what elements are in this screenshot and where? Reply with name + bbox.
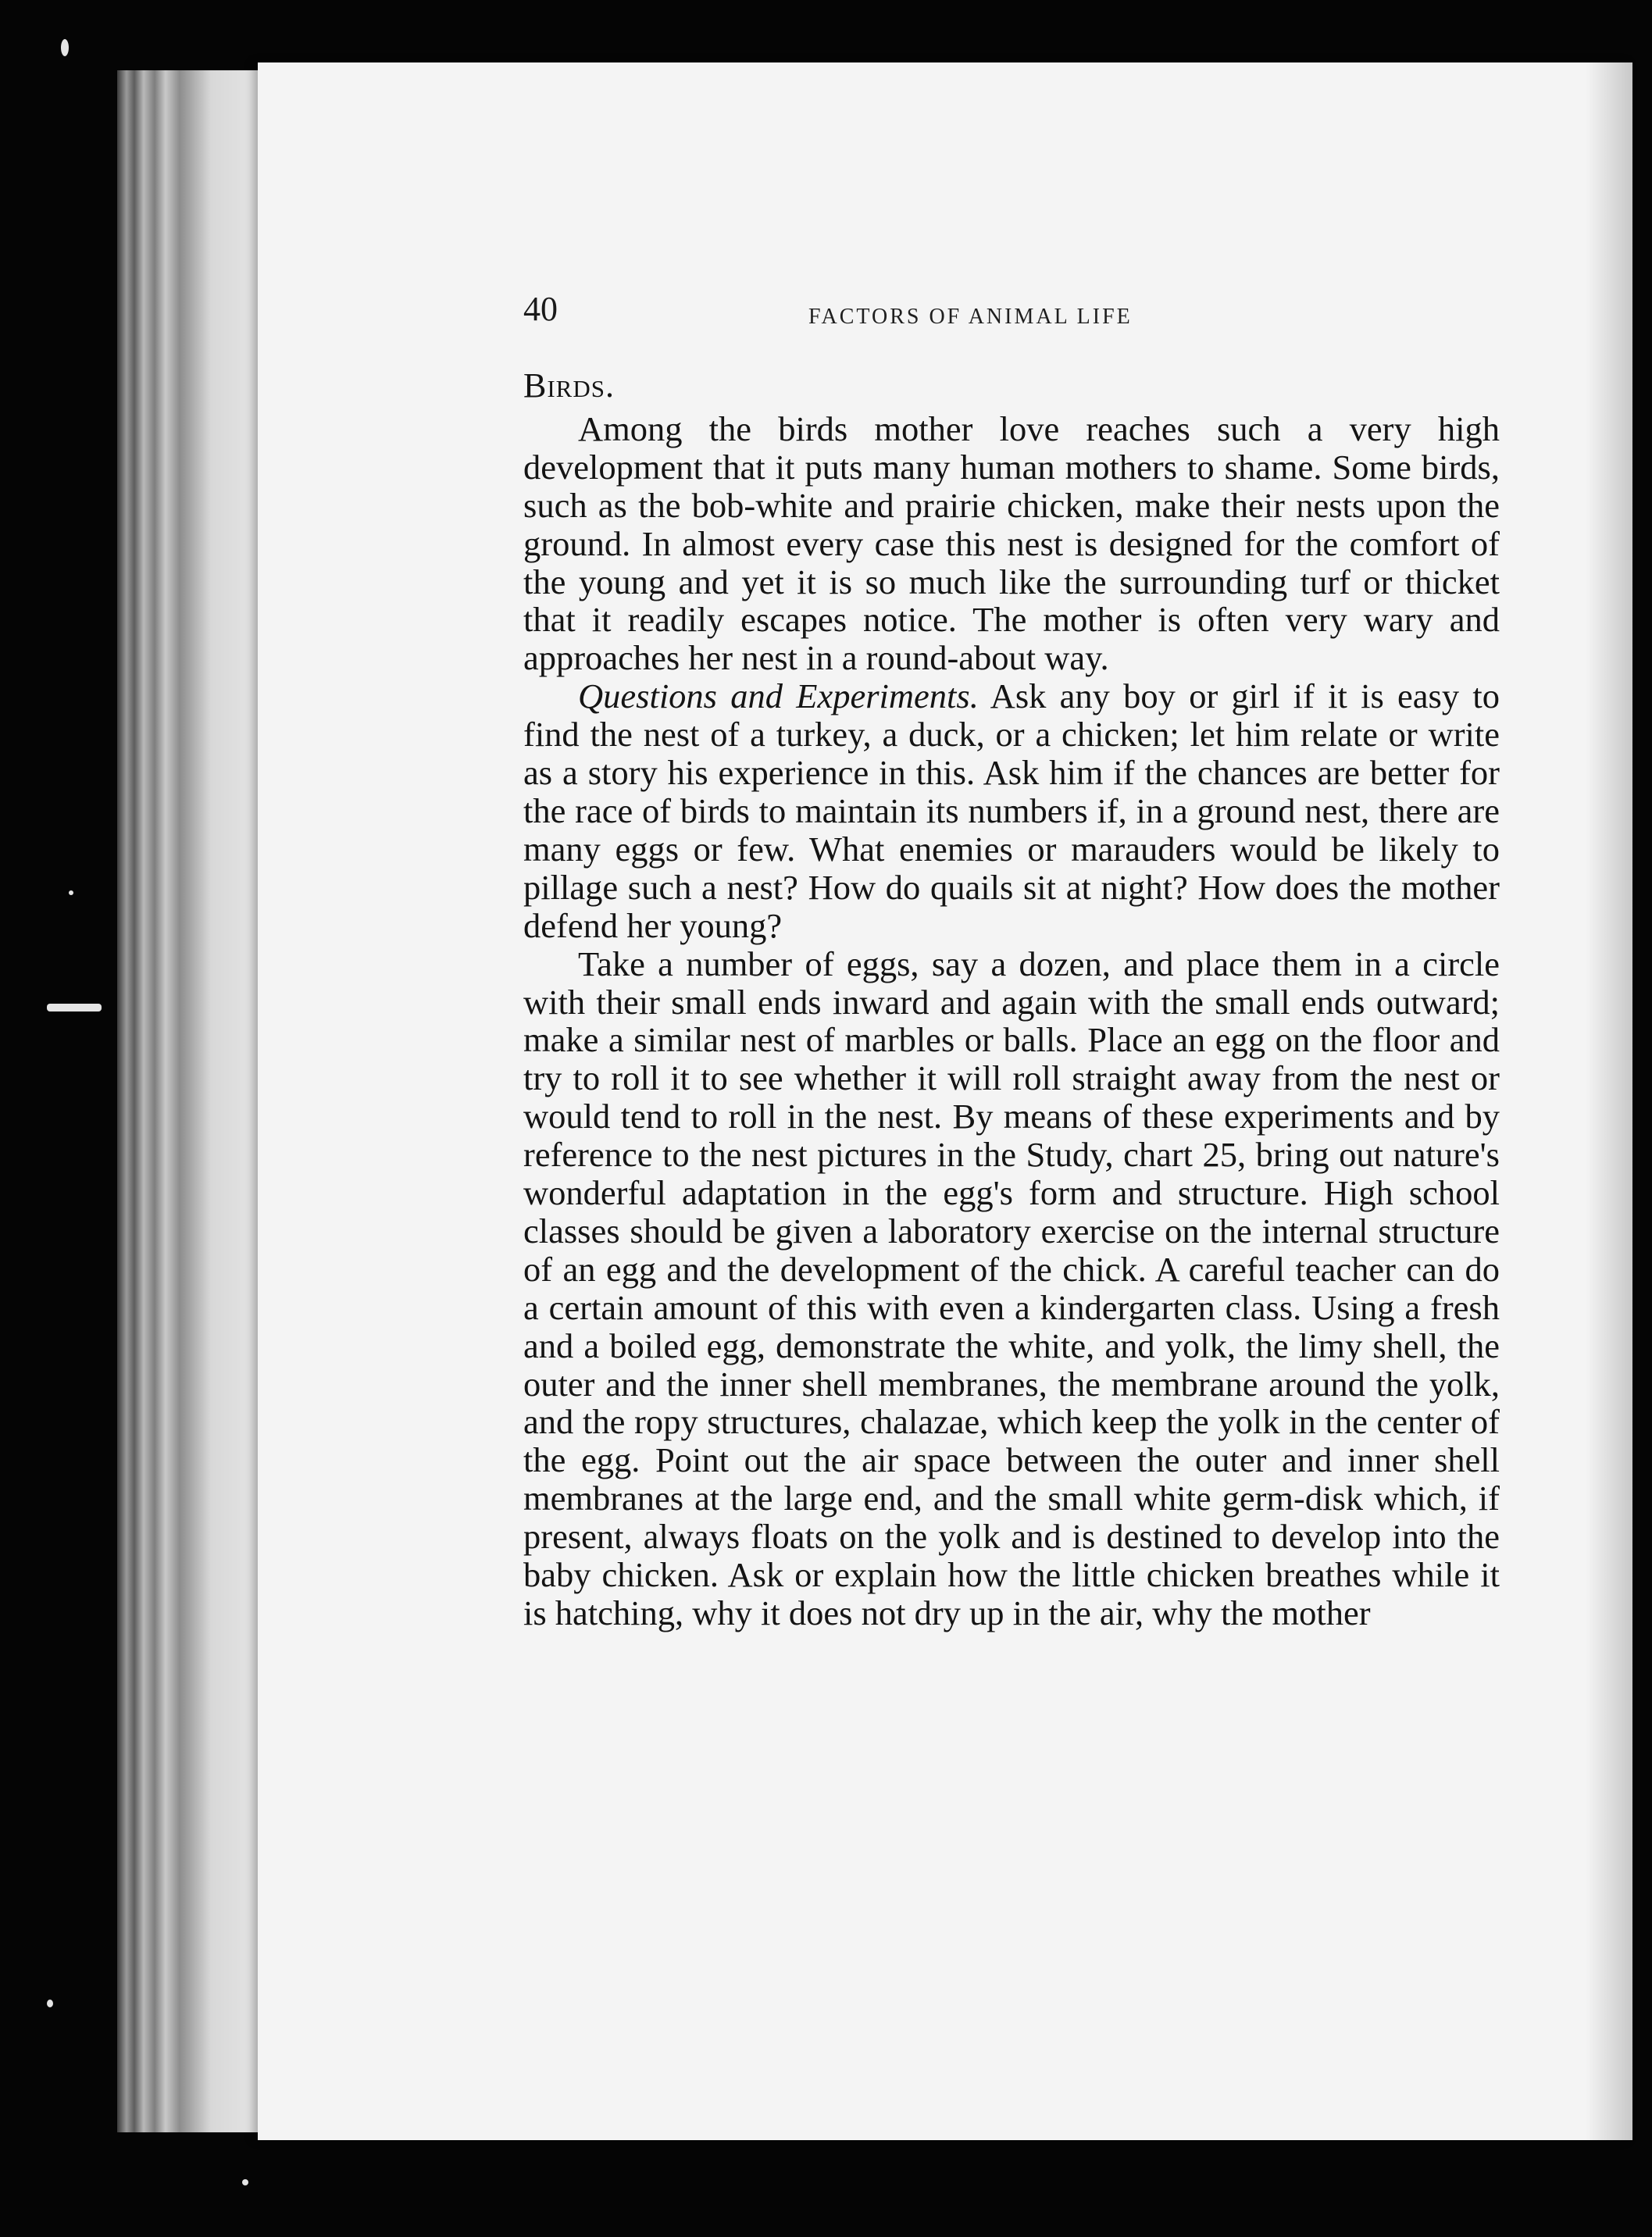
scan-speck [47, 1004, 102, 1011]
paragraph-questions [523, 677, 1500, 944]
page-number: 40 [523, 290, 558, 328]
scan-speck [242, 2179, 248, 2185]
page-header [523, 289, 1523, 336]
scan-speck [69, 890, 73, 895]
questions-label: Questions and Experiments. [578, 676, 979, 716]
page-body [523, 367, 1500, 1632]
page-gutter-shadow [1586, 62, 1632, 2140]
running-head: FACTORS OF ANIMAL LIFE [808, 305, 1133, 329]
paragraph-egg-experiments: Take a number of eggs, say a dozen, and place them in a circle with their small ends inward and again with the small ends outward; make a similar nest of marbles or balls. Place an egg on the floor and try to roll it to see whether it will roll straight away from the nest or would tend to roll in the nest. By means of these experiments and by reference to the nest pictures in the Study, chart 25, bring out nature's wonderful adaptation in the egg's form and structure. High school classes should be given a laboratory exercise on the internal structure of an egg and the development of the chick. A careful teacher can do a certain amount of this with even a kindergarten class. Using a fresh and a boiled egg, demonstrate the white, and yolk, the limy shell, the outer and the inner shell membranes, the membrane around the yolk, and the ropy structures, chalazae, which keep the yolk in the center of the egg. Point out the air space between the outer and inner shell membranes at the large end, and the small white germ-disk which, if present, always floats on the yolk and is destined to develop into the baby chicken. Ask or explain how the little chicken breathes while it is hatching, why it does not dry up in the air, why the mother [523, 944, 1500, 1632]
section-heading: Birds. [523, 366, 615, 405]
questions-text: Ask any boy or girl if it is easy to find the nest of a turkey, a duck, or a chicken; let him relate or write as a story his experience in this. Ask him if the chances are better for the race of birds to maintain its numbers if, in a ground nest, there are many eggs or few. What enemies or marauders would be likely to pillage such a nest? How do quails sit at night? How does the mother defend her young? [523, 676, 1500, 945]
book-page-edges [117, 70, 266, 2132]
scan-speck [61, 39, 69, 56]
paragraph-birds-intro: Among the birds mother love reaches such a very high development that it puts many human mothers to shame. Some birds, such as the bob-white and prairie chicken, make their nests upon the ground. In almost every case this nest is designed for the comfort of the young and yet it is so much like the surrounding turf or thicket that it readily escapes notice. The mother is often very wary and approaches her nest in a round-about way. [523, 409, 1500, 678]
scan-speck [47, 2000, 53, 2007]
